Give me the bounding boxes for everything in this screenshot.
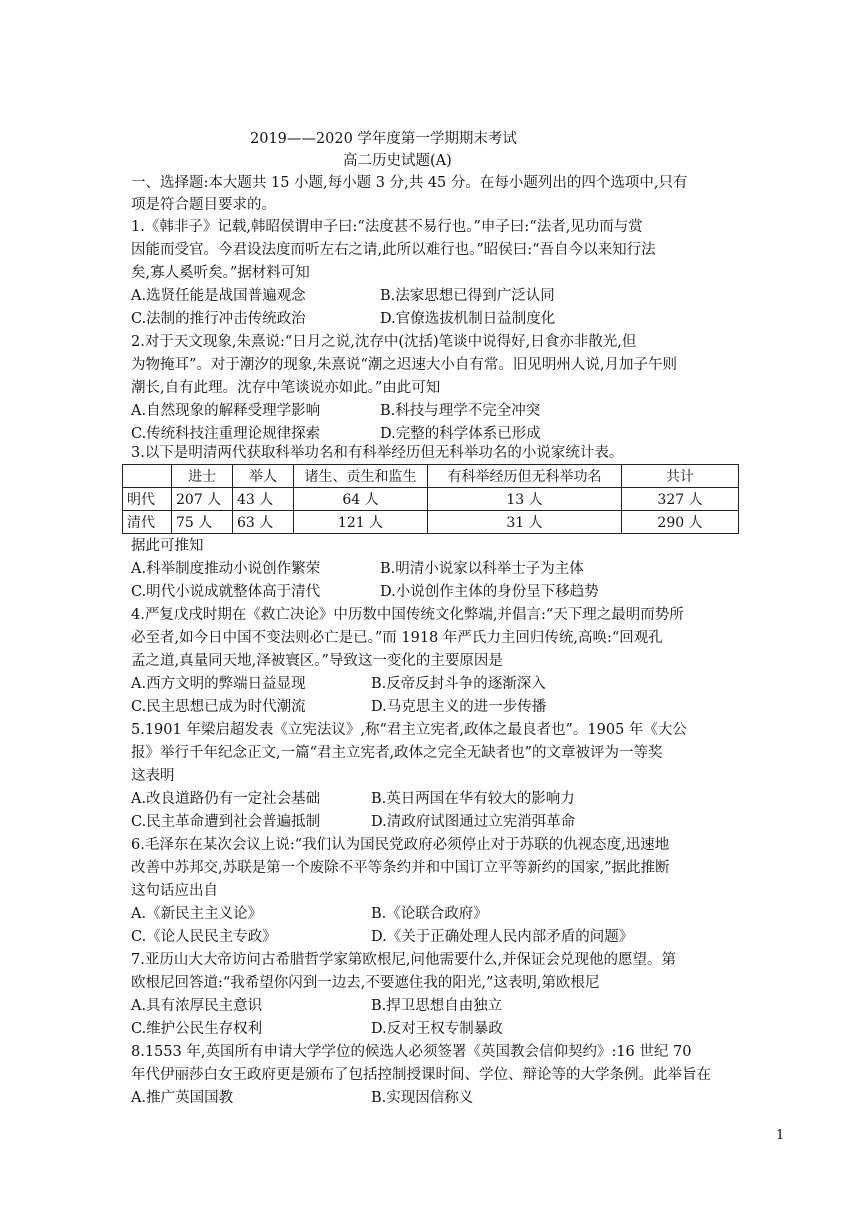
question-stem-line: 报》举行千年纪念正文,一篇“君主立宪者,政体之完全无缺者也”的文章被评为一等奖 bbox=[131, 745, 663, 761]
option-c: C.明代小说成就整体高于清代 bbox=[131, 584, 321, 600]
novelist-stats-table bbox=[122, 464, 739, 534]
option-a: A.选贤任能是战国普遍观念 bbox=[131, 288, 306, 304]
table-cell: 207 人 bbox=[172, 488, 233, 511]
option-b: B.反帝反封斗争的逐渐深入 bbox=[371, 676, 546, 692]
table-header-cell: 有科举经历但无科举功名 bbox=[428, 465, 622, 488]
option-a: A.具有浓厚民主意识 bbox=[131, 998, 263, 1014]
table-header-cell: 举人 bbox=[233, 465, 294, 488]
table-cell: 13 人 bbox=[428, 488, 622, 511]
question-stem-line: 欧根尼回答道:“我希望你闪到一边去,不要遮住我的阳光,”这表明,第欧根尼 bbox=[131, 975, 600, 991]
question-stem-line: 2.对于天文现象,朱熹说:“日月之说,沈存中(沈括)笔谈中说得好,日食亦非散光,但 bbox=[131, 334, 637, 350]
option-d: D.小说创作主体的身份呈下移趋势 bbox=[380, 584, 599, 600]
option-a: A.西方文明的弊端日益显现 bbox=[131, 676, 306, 692]
question-stem-line: 这句话应出自 bbox=[131, 883, 218, 899]
option-d: D.清政府试图通过立宪消弭革命 bbox=[371, 814, 576, 830]
table-header-cell bbox=[123, 465, 172, 488]
option-b: B.实现因信称义 bbox=[371, 1090, 474, 1106]
table-cell: 明代 bbox=[123, 488, 172, 511]
option-c: C.法制的推行冲击传统政治 bbox=[131, 311, 306, 327]
section-instructions-cont: 项是符合题目要求的。 bbox=[131, 197, 276, 213]
table-cell: 63 人 bbox=[233, 511, 294, 534]
option-c: C.民主思想已成为时代潮流 bbox=[131, 699, 306, 715]
table-row bbox=[123, 511, 739, 534]
option-d: D.完整的科学体系已形成 bbox=[380, 426, 541, 442]
question-stem-line: 潮长,自有此理。沈存中笔谈说亦如此。”由此可知 bbox=[131, 380, 441, 396]
exam-subtitle: 高二历史试题(A) bbox=[343, 153, 452, 169]
question-stem-line: 年代伊丽莎白女王政府更是颁布了包括控制授课时间、学位、辩论等的大学条例。此举旨在 bbox=[131, 1067, 711, 1083]
question-stem-line: 7.亚历山大大帝访问古希腊哲学家第欧根尼,问他需要什么,并保证会兑现他的愿望。第 bbox=[131, 952, 677, 968]
option-c: C.传统科技注重理论规律探索 bbox=[131, 426, 321, 442]
question-stem-line: 1.《韩非子》记载,韩昭侯谓申子曰:“法度甚不易行也。”申子曰:“法者,见功而与赏 bbox=[131, 219, 643, 235]
option-c: C.《论人民民主专政》 bbox=[131, 929, 277, 945]
table-header-cell: 诸生、贡生和监生 bbox=[294, 465, 428, 488]
option-a: A.自然现象的解释受理学影响 bbox=[131, 403, 321, 419]
table-row bbox=[123, 488, 739, 511]
option-b: B.明清小说家以科举士子为主体 bbox=[380, 561, 584, 577]
table-cell: 清代 bbox=[123, 511, 172, 534]
question-stem-line: 为物掩耳”。对于潮汐的现象,朱熹说“潮之迟速大小自有常。旧见明州人说,月加子午则 bbox=[131, 357, 678, 373]
option-b: B.捍卫思想自由独立 bbox=[371, 998, 503, 1014]
question-stem-line: 据此可推知 bbox=[131, 538, 204, 554]
question-stem-line: 孟之道,真量同天地,泽被寰区。”导致这一变化的主要原因是 bbox=[131, 653, 503, 669]
option-d: D.官僚选拔机制日益制度化 bbox=[380, 311, 556, 327]
table-cell: 64 人 bbox=[294, 488, 428, 511]
table-cell: 121 人 bbox=[294, 511, 428, 534]
question-stem-line: 5.1901 年梁启超发表《立宪法议》,称“君主立宪者,政体之最良者也”。1905 年《大公 bbox=[131, 722, 687, 738]
question-stem-line: 8.1553 年,英国所有申请大学学位的候选人必须签署《英国教会信仰契约》:16 世纪 70 bbox=[131, 1044, 692, 1060]
table-cell: 43 人 bbox=[233, 488, 294, 511]
option-a: A.推广英国国教 bbox=[131, 1090, 234, 1106]
option-c: C.民主革命遭到社会普遍抵制 bbox=[131, 814, 321, 830]
section-instructions: 一、选择题:本大题共 15 小题,每小题 3 分,共 45 分。在每小题列出的四个选项中,只有 bbox=[131, 175, 688, 191]
table-cell: 290 人 bbox=[622, 511, 739, 534]
option-b: B.《论联合政府》 bbox=[371, 906, 488, 922]
table-header-cell: 共计 bbox=[622, 465, 739, 488]
table-cell: 31 人 bbox=[428, 511, 622, 534]
question-stem-line: 因能而受官。今君设法度而听左右之请,此所以难行也。”昭侯曰:“吾自今以来知行法 bbox=[131, 242, 656, 258]
table-cell: 327 人 bbox=[622, 488, 739, 511]
question-stem-line: 4.严复戊戌时期在《救亡决论》中历数中国传统文化弊端,并倡言:“天下理之最明而势所 bbox=[131, 607, 684, 623]
option-b: B.科技与理学不完全冲突 bbox=[380, 403, 541, 419]
question-stem-line: 矣,寡人奚听矣。”据材料可知 bbox=[131, 265, 310, 281]
page-number: 1 bbox=[776, 1128, 785, 1143]
option-c: C.维护公民生存权利 bbox=[131, 1021, 263, 1037]
exam-title: 2019——2020 学年度第一学期期末考试 bbox=[250, 131, 517, 147]
option-d: D.《关于正确处理人民内部矛盾的问题》 bbox=[371, 929, 634, 945]
option-d: D.马克思主义的进一步传播 bbox=[371, 699, 547, 715]
option-a: A.改良道路仍有一定社会基础 bbox=[131, 791, 321, 807]
option-b: B.英日两国在华有较大的影响力 bbox=[371, 791, 575, 807]
table-header-cell: 进士 bbox=[172, 465, 233, 488]
option-a: A.《新民主主义论》 bbox=[131, 906, 263, 922]
option-d: D.反对王权专制暴政 bbox=[371, 1021, 503, 1037]
table-header-row bbox=[123, 465, 739, 488]
question-stem-line: 这表明 bbox=[131, 768, 175, 784]
table-cell: 75 人 bbox=[172, 511, 233, 534]
question-stem-line: 6.毛泽东在某次会议上说:“我们认为国民党政府必须停止对于苏联的仇视态度,迅速地 bbox=[131, 837, 670, 853]
question-stem-line: 必至者,如今日中国不变法则必亡是已。”而 1918 年严氏力主回归传统,高唤:“回观孔 bbox=[131, 630, 663, 646]
option-b: B.法家思想已得到广泛认同 bbox=[380, 288, 555, 304]
question-stem-line: 改善中苏邦交,苏联是第一个废除不平等条约并和中国订立平等新约的国家,”据此推断 bbox=[131, 860, 670, 876]
option-a: A.科举制度推动小说创作繁荣 bbox=[131, 561, 321, 577]
question-stem-line: 3.以下是明清两代获取科举功名和有科举经历但无科举功名的小说家统计表。 bbox=[131, 445, 624, 461]
